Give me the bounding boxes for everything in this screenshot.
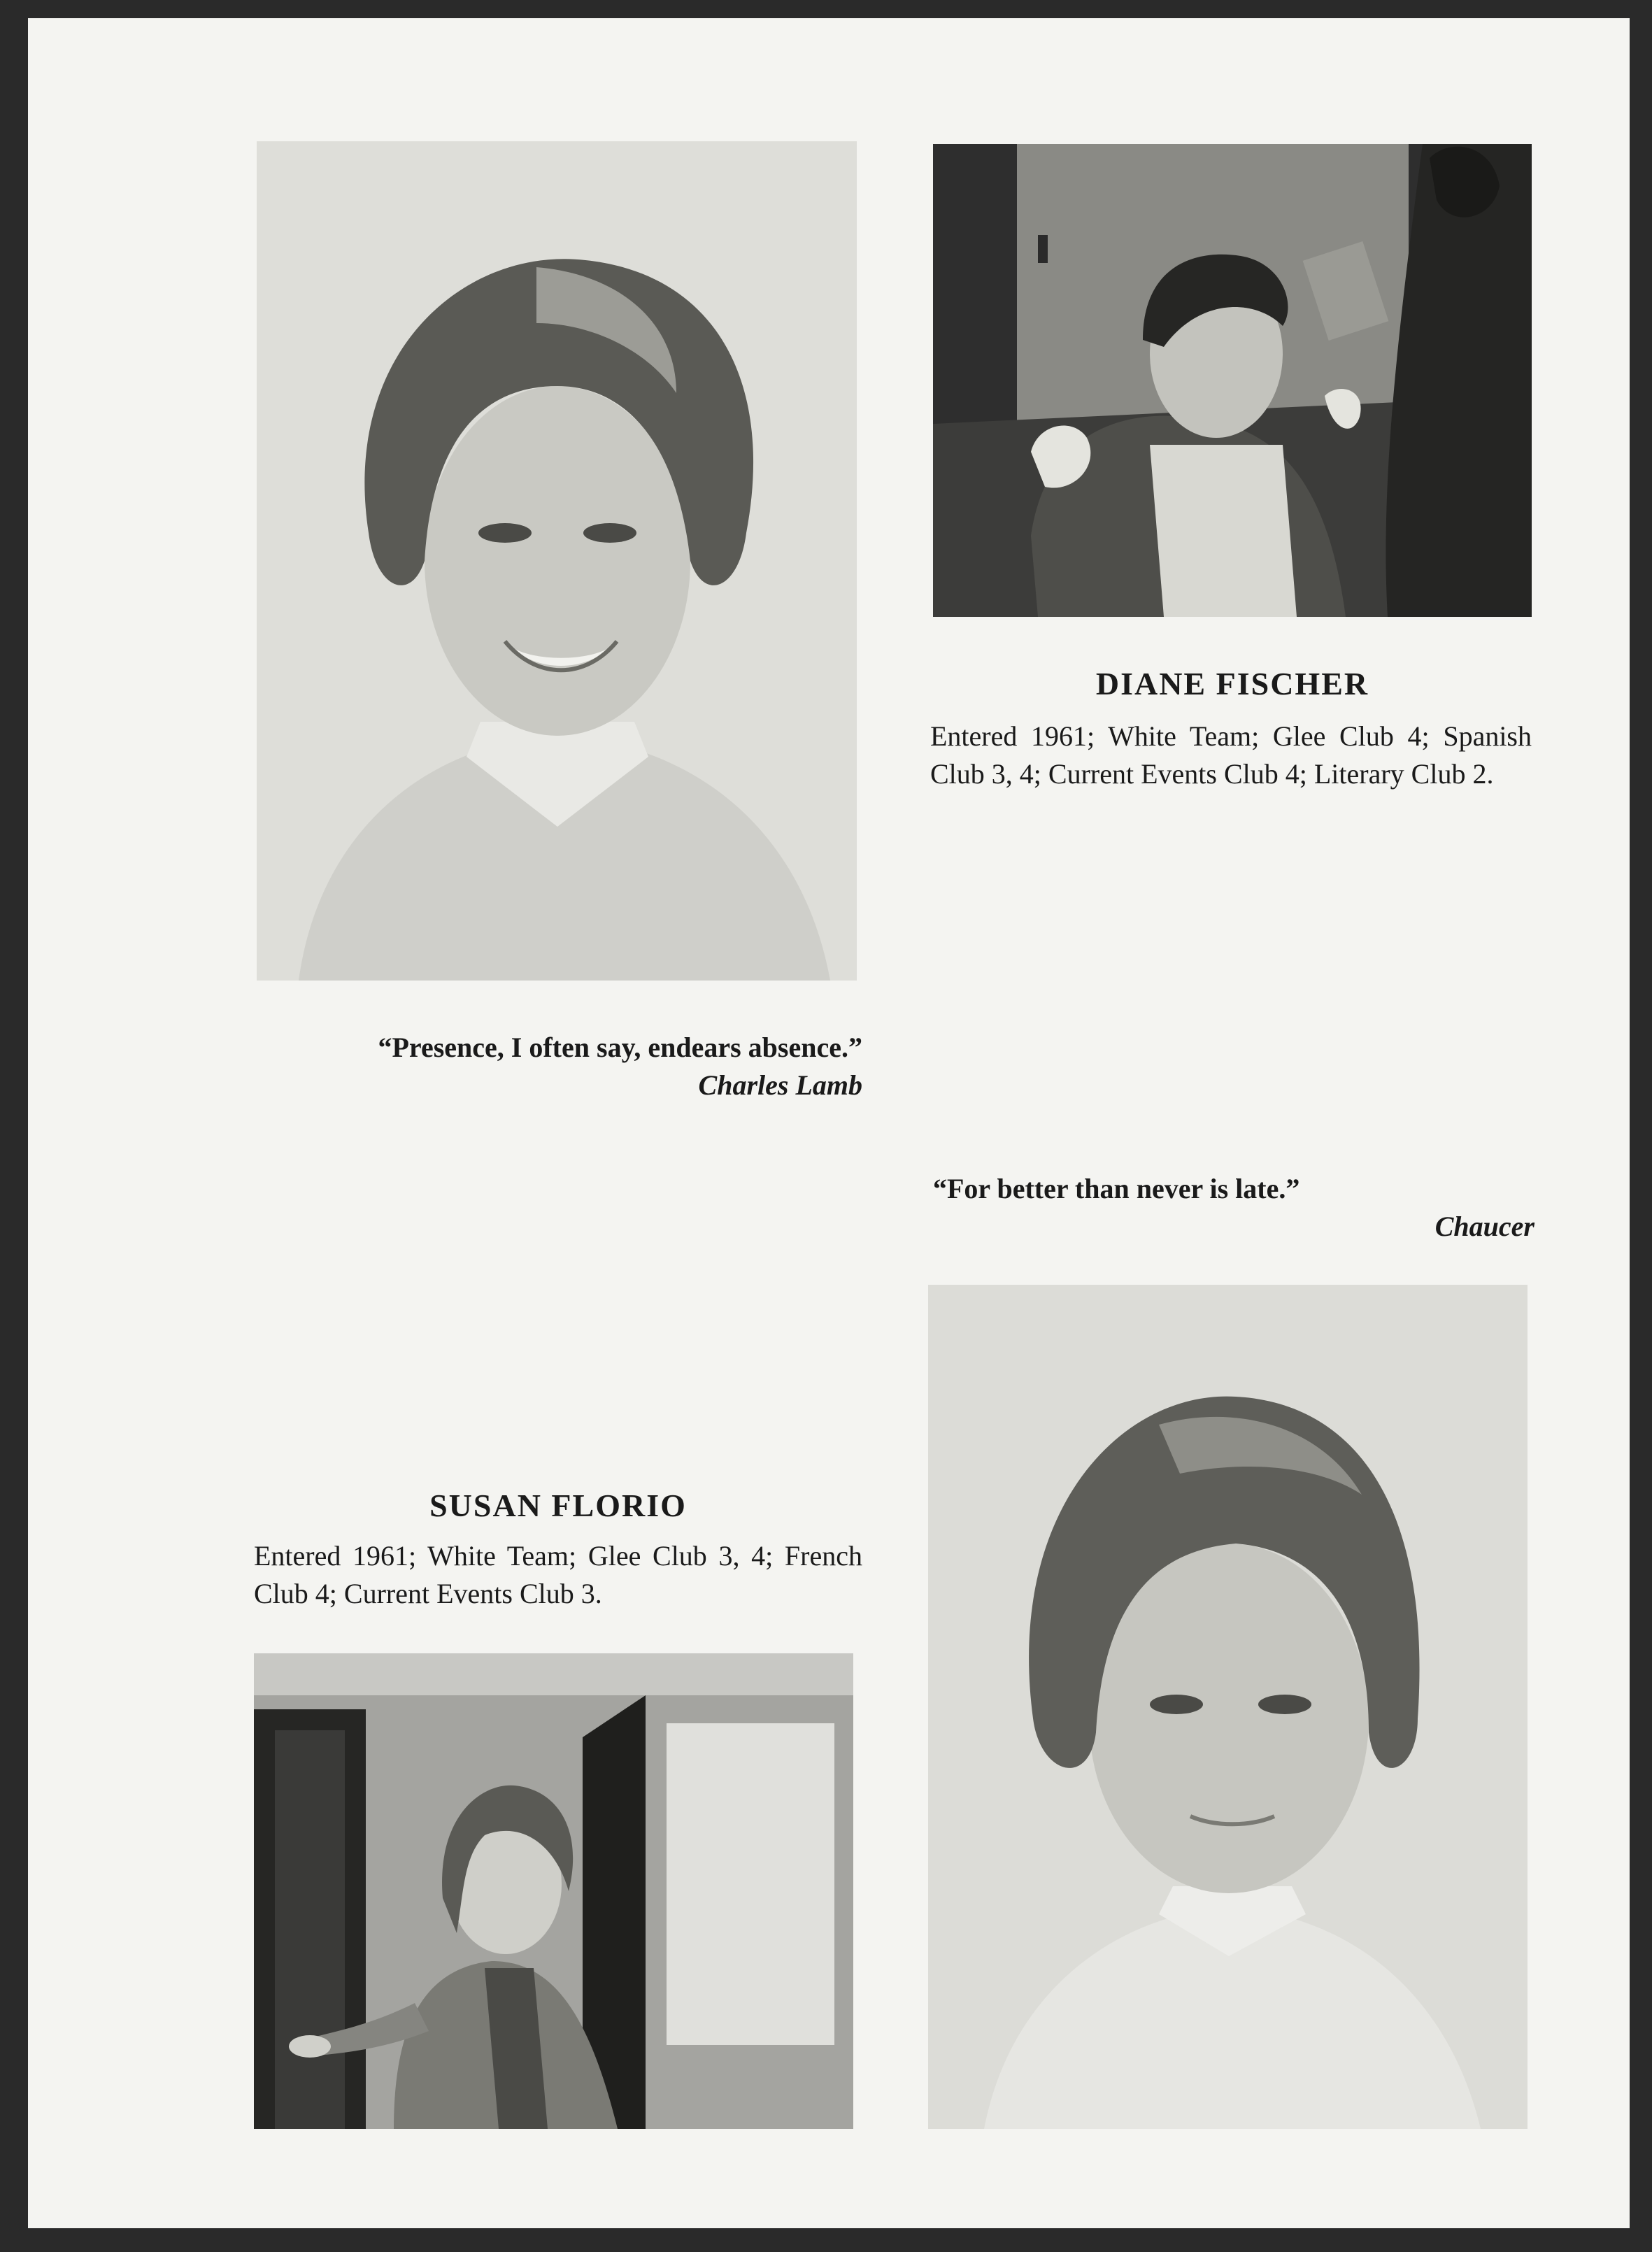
portrait-photo-susan-florio [928, 1285, 1528, 2129]
yearbook-page [28, 18, 1630, 2228]
student-name-susan-florio: SUSAN FLORIO [429, 1488, 687, 1523]
candid-photo-diane-fischer [933, 144, 1532, 617]
student-name-diane-fischer: DIANE FISCHER [1095, 666, 1369, 701]
portrait-photo-diane-fischer [257, 141, 857, 981]
student-bio-susan-florio: Entered 1961; White Team; Glee Club 3, 4; French Club 4; Current Events Club 3. [254, 1540, 862, 1609]
quote-susan-florio: “For better than never is late.” [933, 1173, 1300, 1204]
candid-photo-susan-florio [254, 1653, 853, 2129]
quote-author-susan-florio: Chaucer [1434, 1211, 1534, 1242]
quote-author-diane-fischer: Charles Lamb [698, 1069, 862, 1101]
student-bio-diane-fischer: Entered 1961; White Team; Glee Club 4; Spanish Club 3, 4; Current Events Club 4; Literary Club 2. [930, 720, 1532, 790]
quote-diane-fischer: “Presence, I often say, endears absence.” [378, 1032, 862, 1063]
